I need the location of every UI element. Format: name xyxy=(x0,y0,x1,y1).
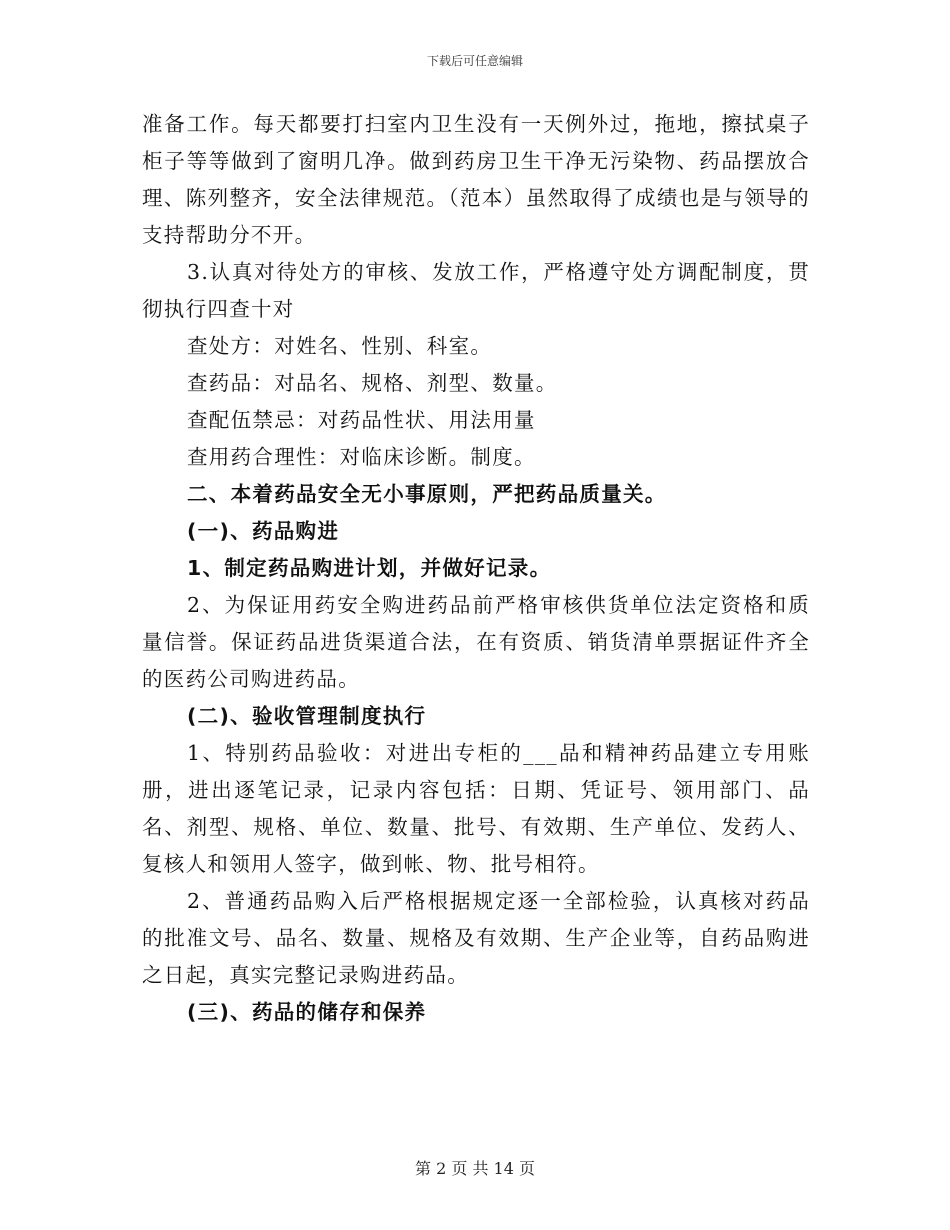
item-heading-1: 1、制定药品购进计划，并做好记录。 xyxy=(187,556,552,580)
paragraph-2: 3.认真对待处方的审核、发放工作，严格遵守处方调配制度，贯彻执行四查十对 xyxy=(142,260,810,321)
paragraph-7: 2、为保证用药安全购进药品前严格审核供货单位法定资格和质量信誉。保证药品进货渠道合法，在有资质、销货清单票据证件齐全的医药公司购进药品。 xyxy=(142,593,810,691)
document-body xyxy=(142,106,810,1031)
paragraph-3: 查处方：对姓名、性别、科室。 xyxy=(187,334,493,358)
paragraph-6: 查用药合理性：对临床诊断。制度。 xyxy=(187,445,536,469)
paragraph-1: 准备工作。每天都要打扫室内卫生没有一天例外过，拖地，擦拭桌子柜子等等做到了窗明几净。做到药房卫生干净无污染物、药品摆放合理、陈列整齐，安全法律规范。（范本）虽然取得了成绩也是与领导的支持帮助分不开。 xyxy=(142,112,810,247)
subsection-heading-1: (一)、药品购进 xyxy=(187,519,340,543)
section-heading-2: 二、本着药品安全无小事原则，严把药品质量关。 xyxy=(187,482,667,506)
subsection-heading-2: (二)、验收管理制度执行 xyxy=(187,704,427,728)
subsection-heading-3: (三)、药品的储存和保养 xyxy=(187,1000,427,1024)
paragraph-4: 查药品：对品名、规格、剂型、数量。 xyxy=(187,371,558,395)
paragraph-8: 1、特别药品验收：对进出专柜的___品和精神药品建立专用账册，进出逐笔记录，记录内容包括：日期、凭证号、领用部门、品名、剂型、规格、单位、数量、批号、有效期、生产单位、发药人、复核人和领用人签字，做到帐、物、批号相符。 xyxy=(142,741,810,876)
page-footer: 第 2 页 共 14 页 xyxy=(415,1159,535,1178)
paragraph-9: 2、普通药品购入后严格根据规定逐一全部检验，认真核对药品的批准文号、品名、数量、规格及有效期、生产企业等，自药品购进之日起，真实完整记录购进药品。 xyxy=(142,889,810,987)
page-header: 下载后可任意编辑 xyxy=(426,54,523,68)
paragraph-5: 查配伍禁忌：对药品性状、用法用量 xyxy=(187,408,536,432)
